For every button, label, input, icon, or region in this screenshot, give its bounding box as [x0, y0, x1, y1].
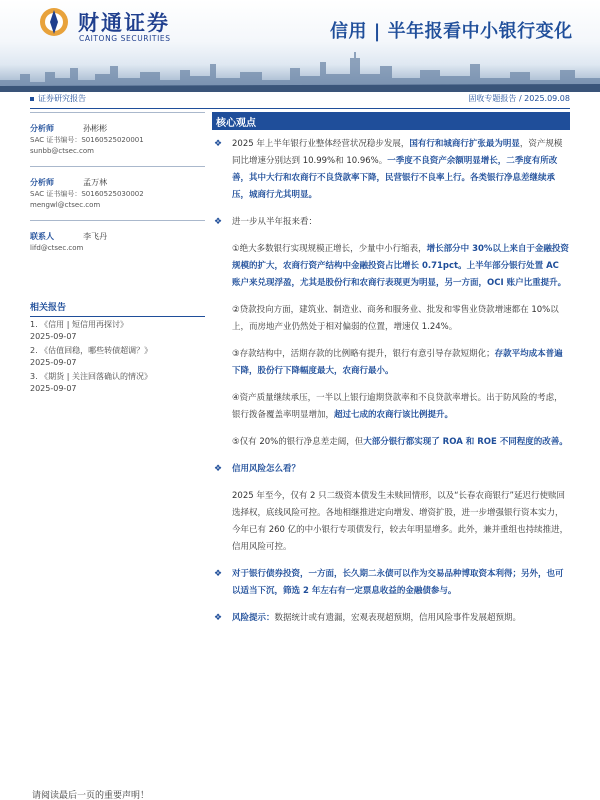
logo-cn-text: 财通证券 — [78, 11, 170, 35]
related-report-date: 2025-09-07 — [30, 332, 77, 341]
sub-point: ②贷款投向方面，建筑业、制造业、商务和服务业、批发和零售业贷款增速都在 10%以上，而房地产业仍然处于相对偏弱的位置，增速仅 1.24%。 — [232, 305, 559, 332]
main-content — [212, 112, 570, 627]
contact-name: 李飞丹 — [83, 232, 108, 241]
related-reports-title: 相关报告 — [30, 300, 205, 317]
key-point: ❖ 对于银行债券投资，一方面，长久期二永债可以作为交易品种博取资本利得；另外，也可以适当下沉，筛选 2 年左右有一定票息收益的金融债参与。 — [212, 566, 570, 600]
divider — [30, 108, 570, 109]
contact-role: 联系人 — [30, 232, 54, 241]
sub-header — [30, 93, 570, 107]
analyst-email: mengwl@ctsec.com — [30, 201, 101, 209]
diamond-bullet-icon: ❖ — [214, 217, 223, 227]
city-skyline-image — [0, 44, 600, 92]
report-title: 信用 | 半年报看中小银行变化 — [330, 21, 573, 42]
sub-point: ③存款结构中，活期存款的比例略有提升，银行有意引导存款短期化；存款平均成本普遍下降，股份行下降幅度最大，农商行最小。 — [232, 349, 563, 376]
analyst-block — [30, 166, 205, 211]
related-report-date: 2025-09-07 — [30, 358, 77, 367]
diamond-bullet-icon: ❖ — [214, 464, 223, 474]
key-point: ❖ 信用风险怎么看？ — [212, 461, 570, 478]
analyst-email: sunbb@ctsec.com — [30, 147, 94, 155]
diamond-bullet-icon: ❖ — [214, 613, 223, 623]
logo-en-text: CAITONG SECURITIES — [79, 34, 171, 43]
analyst-cert: SAC 证书编号：S0160525020001 — [30, 136, 144, 144]
contact-email: lifd@ctsec.com — [30, 244, 84, 252]
analyst-name: 孟万林 — [83, 178, 108, 187]
related-report-date: 2025-09-07 — [30, 384, 77, 393]
diamond-bullet-icon: ❖ — [214, 139, 223, 149]
related-report-link[interactable]: 3. 《期货 | 关注回落确认的情况》 — [30, 372, 152, 381]
sidebar — [30, 112, 205, 395]
sub-point: ④资产质量继续承压，一半以上银行逾期贷款率和不良贷款率增长。出于防风险的考虑，银行拨备覆盖率明显增加，超过七成的农商行该比例提升。 — [232, 393, 563, 420]
sub-point: ⑤仅有 20%的银行净息差走阔，但大部分银行都实现了 ROA 和 ROE 不同程度的改善。 — [232, 437, 568, 447]
sub-point: ①绝大多数银行实现规模正增长，少量中小行缩表，增长部分中 30%以上来自于金融投资规模的扩大，农商行资产结构中金融投资占比增长 0.71pct。上半年部分银行处置 AC 账户来兑现浮盈，尤其是股份行和农商行表现更为明显，另一方面，OCI 账户比重提升。 — [232, 244, 569, 288]
risk-warning: ❖ 风险提示：数据统计或有遗漏，宏观表现超预期，信用风险事件发展超预期。 — [212, 610, 570, 627]
company-logo — [38, 6, 208, 46]
report-type: 证券研究报告 — [30, 93, 86, 104]
analyst-role: 分析师 — [30, 124, 54, 133]
diamond-bullet-icon: ❖ — [214, 569, 223, 579]
related-report-link[interactable]: 2. 《估值回稳，哪些转债超调？》 — [30, 346, 153, 355]
analyst-cert: SAC 证书编号：S0160525030002 — [30, 190, 144, 198]
square-bullet-icon — [30, 97, 34, 101]
core-view-title: 核心观点 — [212, 112, 570, 130]
analyst-block — [30, 112, 205, 157]
contact-block — [30, 220, 205, 254]
key-point: ❖ 2025 年上半年银行业整体经营状况稳步发展，国有行和城商行扩张最为明显，资产规模同比增速分别达到 10.99%和 10.96%。一季度不良资产余额明显增长，二季度有所改善，其中大行和农商行不良贷款率下降，民营银行不良率上行。各类银行净息差继续承压，城商行尤其明显。 — [212, 136, 570, 204]
key-point: ❖ 进一步从半年报来看： — [212, 214, 570, 231]
report-category-date: 固收专题报告 / 2025.09.08 — [468, 94, 570, 103]
analyst-name: 孙彬彬 — [83, 124, 108, 133]
report-header — [0, 0, 600, 92]
disclaimer-notice: 请阅读最后一页的重要声明！ — [32, 791, 150, 800]
analyst-role: 分析师 — [30, 178, 54, 187]
credit-risk-paragraph: 2025 年至今，仅有 2 只二级资本债发生未赎回情形，以及“长春农商银行”延迟行使赎回选择权，底线风险可控。各地相继推进定向增发、增资扩股，进一步增强银行资本实力，今年已有 260 亿的中小银行专项债发行，较去年明显增多。此外，兼并重组也持续推进，信用风险可控。 — [232, 491, 569, 552]
related-report-link[interactable]: 1. 《信用 | 短信用再探讨》 — [30, 320, 128, 329]
logo-mark-icon — [38, 6, 70, 38]
